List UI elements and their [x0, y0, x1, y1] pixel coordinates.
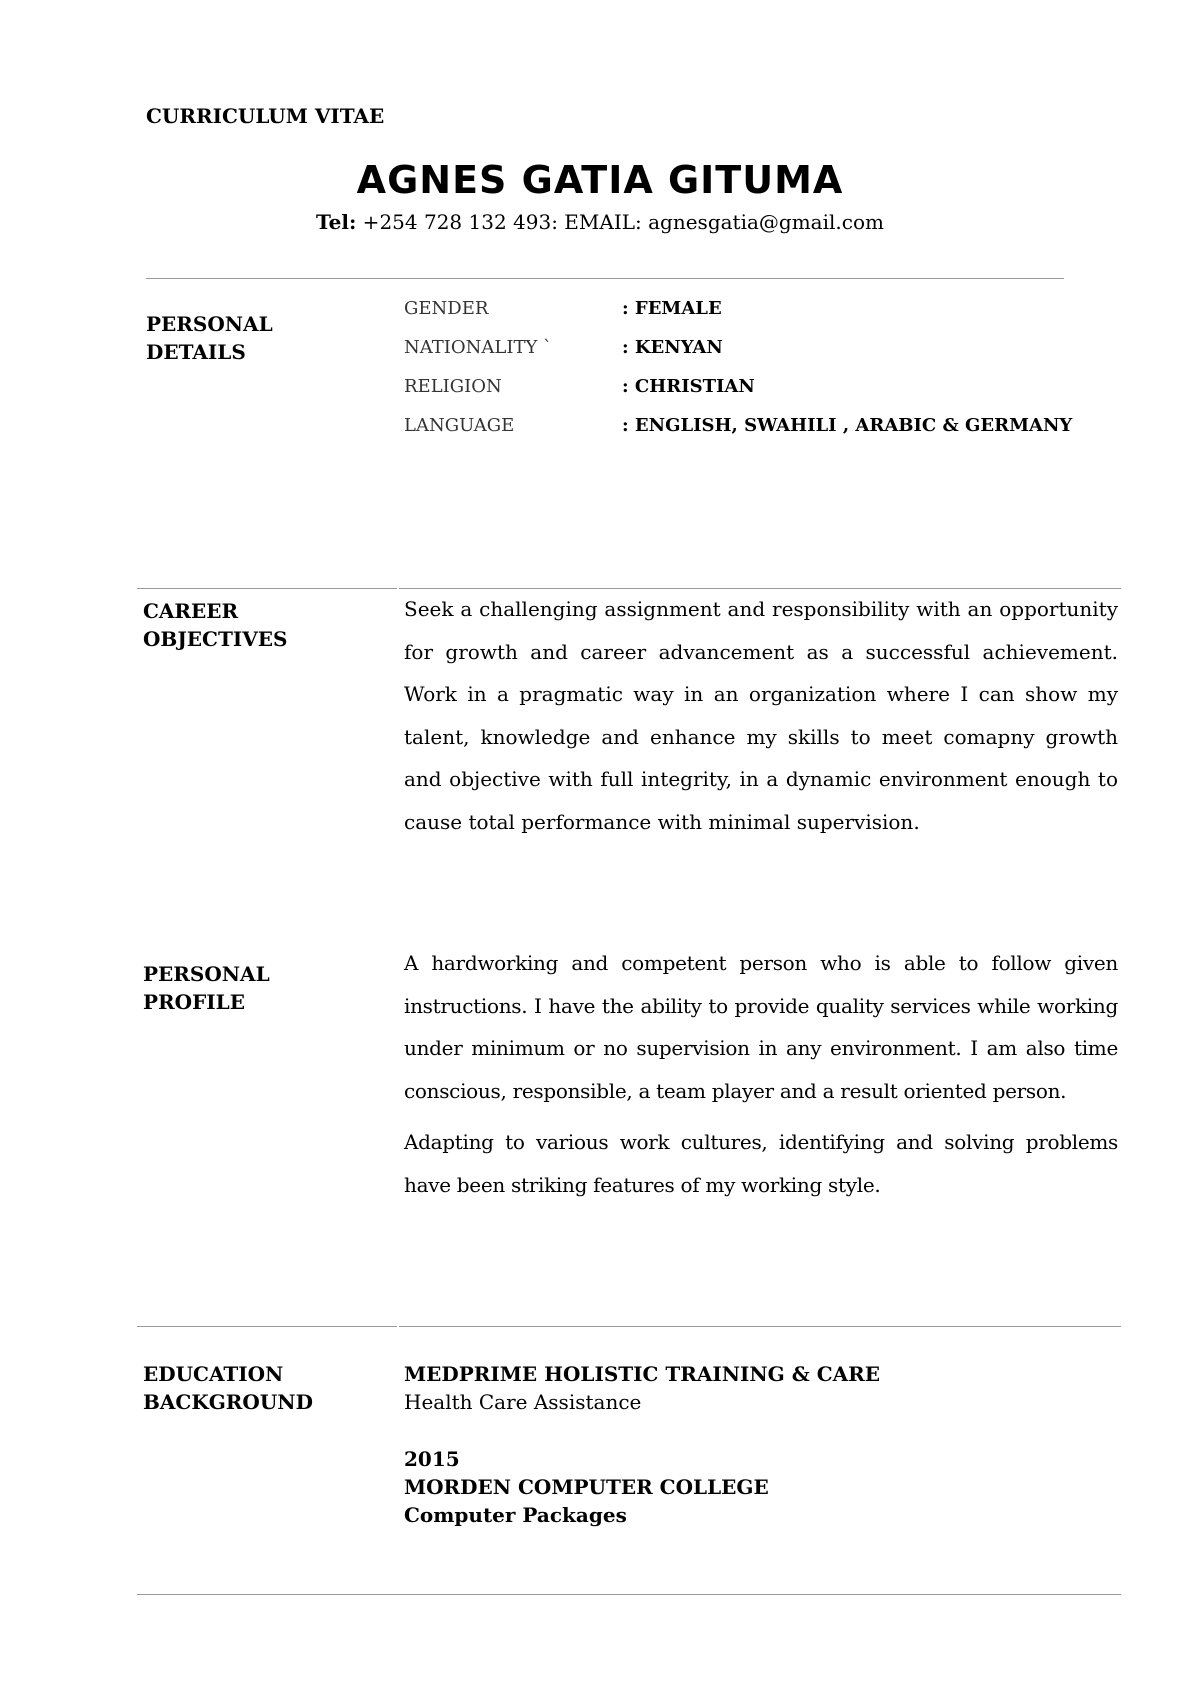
education-entry: [404, 1445, 769, 1529]
gender-label: GENDER: [404, 298, 489, 319]
title-line: BACKGROUND: [143, 1390, 313, 1414]
contact-line: [0, 210, 1200, 234]
footer-divider: [137, 1594, 1121, 1595]
nationality-value: : KENYAN: [622, 337, 723, 358]
title-line: PROFILE: [143, 990, 245, 1014]
section-divider: [137, 1326, 397, 1327]
contact-details: +254 728 132 493: EMAIL: agnesgatia@gmail.com: [356, 210, 884, 234]
header-divider: [146, 278, 1064, 279]
document-label: CURRICULUM VITAE: [146, 104, 385, 128]
school-name: MEDPRIME HOLISTIC TRAINING & CARE: [404, 1362, 881, 1386]
education-entry: [404, 1360, 880, 1416]
personal-profile-paragraph: A hardworking and competent person who is able to follow given instructions. I have the ability to provide quality services while working under minimum or no supervision in any environment. I am also time conscious, responsible, a team player and a result oriented person.: [404, 951, 1118, 1103]
candidate-name: AGNES GATIA GITUMA: [356, 158, 844, 202]
title-line: OBJECTIVES: [143, 627, 288, 651]
language-label: LANGUAGE: [404, 415, 515, 436]
education-year: 2015: [404, 1447, 460, 1471]
education-title: [143, 1360, 363, 1416]
tel-label: Tel:: [316, 210, 357, 234]
nationality-label: NATIONALITY `: [404, 337, 553, 358]
title-line: DETAILS: [146, 340, 246, 364]
title-line: EDUCATION: [143, 1362, 284, 1386]
religion-value: : CHRISTIAN: [622, 376, 755, 397]
religion-label: RELIGION: [404, 376, 502, 397]
gender-value: : FEMALE: [622, 298, 722, 319]
section-divider: [137, 588, 397, 589]
language-value: : ENGLISH, SWAHILI , ARABIC & GERMANY: [622, 415, 1073, 436]
section-divider: [399, 1326, 1121, 1327]
school-name: MORDEN COMPUTER COLLEGE: [404, 1475, 769, 1499]
personal-details-title: [146, 310, 366, 366]
career-objectives-text: Seek a challenging assignment and responsibility with an opportunity for growth and career advancement as a successful achievement. Work in a pragmatic way in an organization where I can show my talent, knowledge and enhance my skills to meet comapny growth and objective with full integrity, in a dynamic environment enough to cause total performance with minimal supervision.: [404, 597, 1118, 834]
title-line: PERSONAL: [146, 312, 273, 336]
title-line: CAREER: [143, 599, 239, 623]
title-line: PERSONAL: [143, 962, 270, 986]
career-objectives-title: [143, 597, 363, 653]
personal-profile-title: [143, 960, 363, 1016]
course-name: Health Care Assistance: [404, 1390, 642, 1414]
course-name: Computer Packages: [404, 1503, 627, 1527]
personal-profile-paragraph: Adapting to various work cultures, identifying and solving problems have been striking features of my working style.: [404, 1130, 1118, 1197]
